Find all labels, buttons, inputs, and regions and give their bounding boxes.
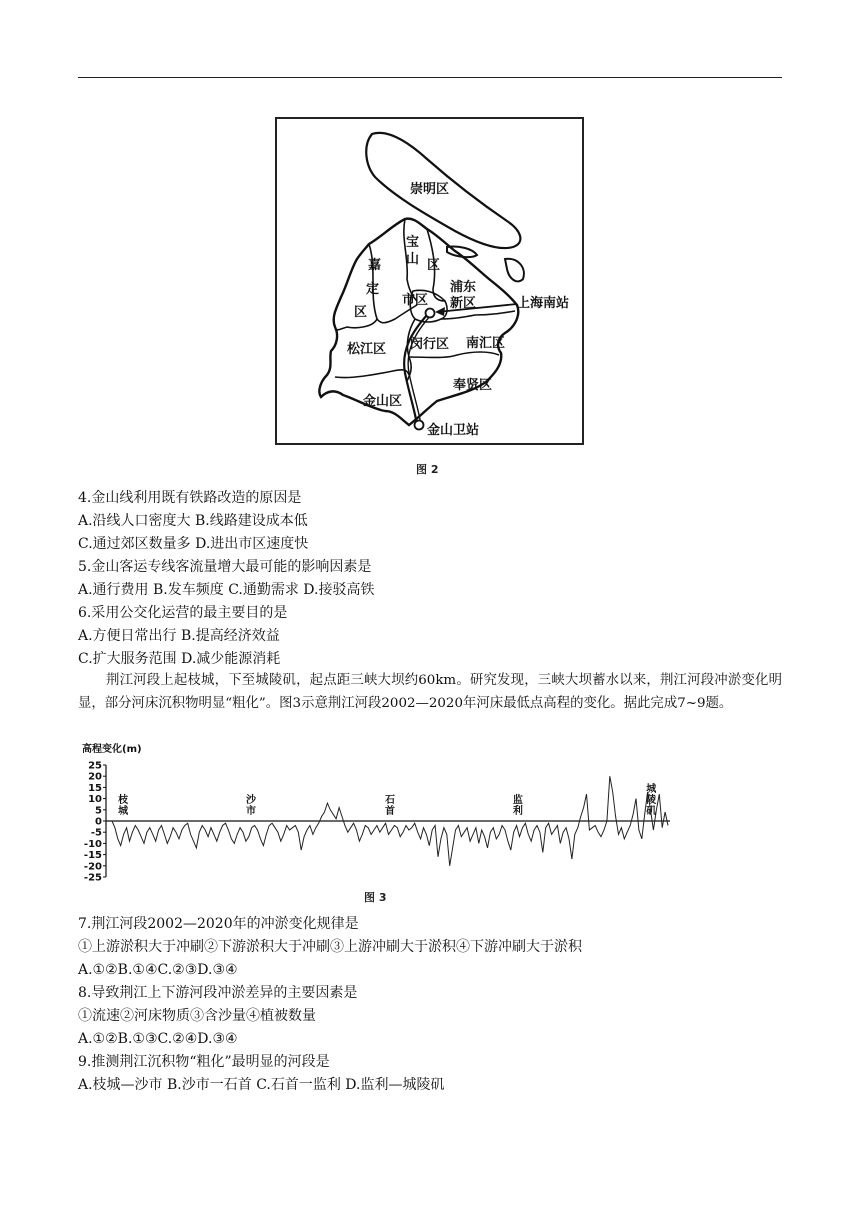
y-tick-label: -25 — [83, 872, 102, 883]
station-label: 监利 — [512, 795, 523, 817]
district-label-jinshan: 金山区 — [363, 394, 403, 409]
question-line: A.①②B.①④C.②③D.③④ — [78, 962, 238, 978]
district-label-pudong: 浦东 — [450, 280, 477, 295]
station-label: 石首 — [385, 795, 395, 817]
district-label-baoshan: 山 — [406, 252, 420, 267]
district-boundary — [335, 319, 377, 330]
district-label-baoshan: 宝 — [406, 235, 420, 250]
station-label-jinshanwei: 金山卫站 — [427, 423, 480, 438]
question-line: ①流速②河床物质③含沙量④植被数量 — [78, 1008, 316, 1024]
shanghai-south-station-marker — [426, 309, 435, 318]
station-label: 城陵矶 — [646, 784, 657, 817]
y-tick-label: -15 — [83, 850, 102, 862]
district-label-jiading: 定 — [366, 282, 380, 297]
question-line: 4.金山线利用既有铁路改造的原因是 — [78, 490, 302, 506]
district-boundary — [409, 352, 499, 358]
question-line: 5.金山客运专线客流量增大最可能的影响因素是 — [78, 559, 372, 575]
district-boundary — [335, 370, 409, 378]
question-line: 7.荆江河段2002—2020年的冲淤变化规律是 — [78, 916, 359, 932]
riverbed-elevation-chart — [78, 743, 678, 883]
question-line: 9.推测荆江沉积物“粗化”最明显的河段是 — [78, 1054, 330, 1070]
shanghai-map-drawing — [277, 119, 582, 443]
y-tick-label: 25 — [88, 760, 102, 772]
shanghai-map-figure — [275, 117, 584, 445]
question-line: A.①②B.①③C.②④D.③④ — [78, 1031, 238, 1047]
question-line: C.扩大服务范围 D.减少能源消耗 — [78, 651, 281, 667]
question-line: A.沿线人口密度大 B.线路建设成本低 — [78, 513, 308, 529]
passage-paragraph: 荆江河段上起枝城，下至城陵矶，起点距三峡大坝约60km。研究发现，三峡大坝蓄水以来，荆江河段冲淤变化明显，部分河床沉积物明显“粗化”。图3示意荆江河段2002—2020年河床最低点高程的变化。据此完成7~9题。 — [78, 673, 782, 711]
y-tick-label: -5 — [90, 827, 102, 839]
district-label-minhang: 闵行区 — [410, 337, 450, 352]
jinshanwei-station-marker — [415, 421, 424, 430]
y-tick-label: 15 — [88, 782, 102, 794]
station-label: 枝城 — [118, 795, 129, 817]
district-label-nanhui: 南汇区 — [466, 336, 506, 351]
district-label-jiading: 区 — [354, 305, 368, 320]
y-tick-label: -20 — [83, 861, 102, 873]
station-pointer-arrowhead — [435, 307, 445, 316]
district-label-jiading: 嘉 — [368, 258, 382, 273]
station-pointer-arrow — [437, 304, 517, 312]
station-label-shanghai-south: 上海南站 — [517, 296, 570, 311]
y-tick-label: 0 — [95, 816, 102, 828]
question-line: ①上游淤积大于冲刷②下游淤积大于冲刷③上游冲刷大于淤积④下游冲刷大于淤积 — [78, 939, 582, 955]
y-axis-label: 高程变化(m) — [82, 744, 142, 755]
district-label-songjiang: 松江区 — [347, 342, 387, 357]
question-line: C.通过郊区数量多 D.进出市区速度快 — [78, 536, 309, 552]
question-line: A.枝城—沙市 B.沙市一石首 C.石首一监利 D.监利—城陵矶 — [78, 1077, 445, 1093]
district-label-baoshan: 区 — [427, 258, 441, 273]
y-tick-label: 10 — [88, 794, 102, 806]
y-tick-label: -10 — [83, 838, 102, 850]
district-label-pudong: 新区 — [450, 296, 477, 311]
figure-2-caption: 图 2 — [416, 463, 439, 476]
question-line: A.通行费用 B.发车频度 C.通勤需求 D.接驳高铁 — [78, 582, 375, 598]
district-label-shiqu: 市区 — [402, 293, 429, 308]
header-rule — [78, 77, 782, 78]
question-line: 6.采用公交化运营的最主要目的是 — [78, 605, 288, 621]
y-tick-label: 5 — [95, 805, 102, 817]
district-label-chongming: 崇明区 — [410, 182, 450, 197]
district-label-fengxian: 奉贤区 — [453, 378, 493, 393]
y-tick-label: 20 — [88, 771, 102, 783]
question-line: A.方便日常出行 B.提高经济效益 — [78, 628, 280, 644]
district-boundary — [441, 311, 515, 319]
small-island-outline — [505, 259, 524, 282]
jinshan-railway-line — [404, 315, 427, 425]
station-label: 沙市 — [246, 795, 256, 817]
figure-3-caption: 图 3 — [364, 891, 387, 904]
question-line: 8.导致荆江上下游河段冲淤差异的主要因素是 — [78, 985, 358, 1001]
